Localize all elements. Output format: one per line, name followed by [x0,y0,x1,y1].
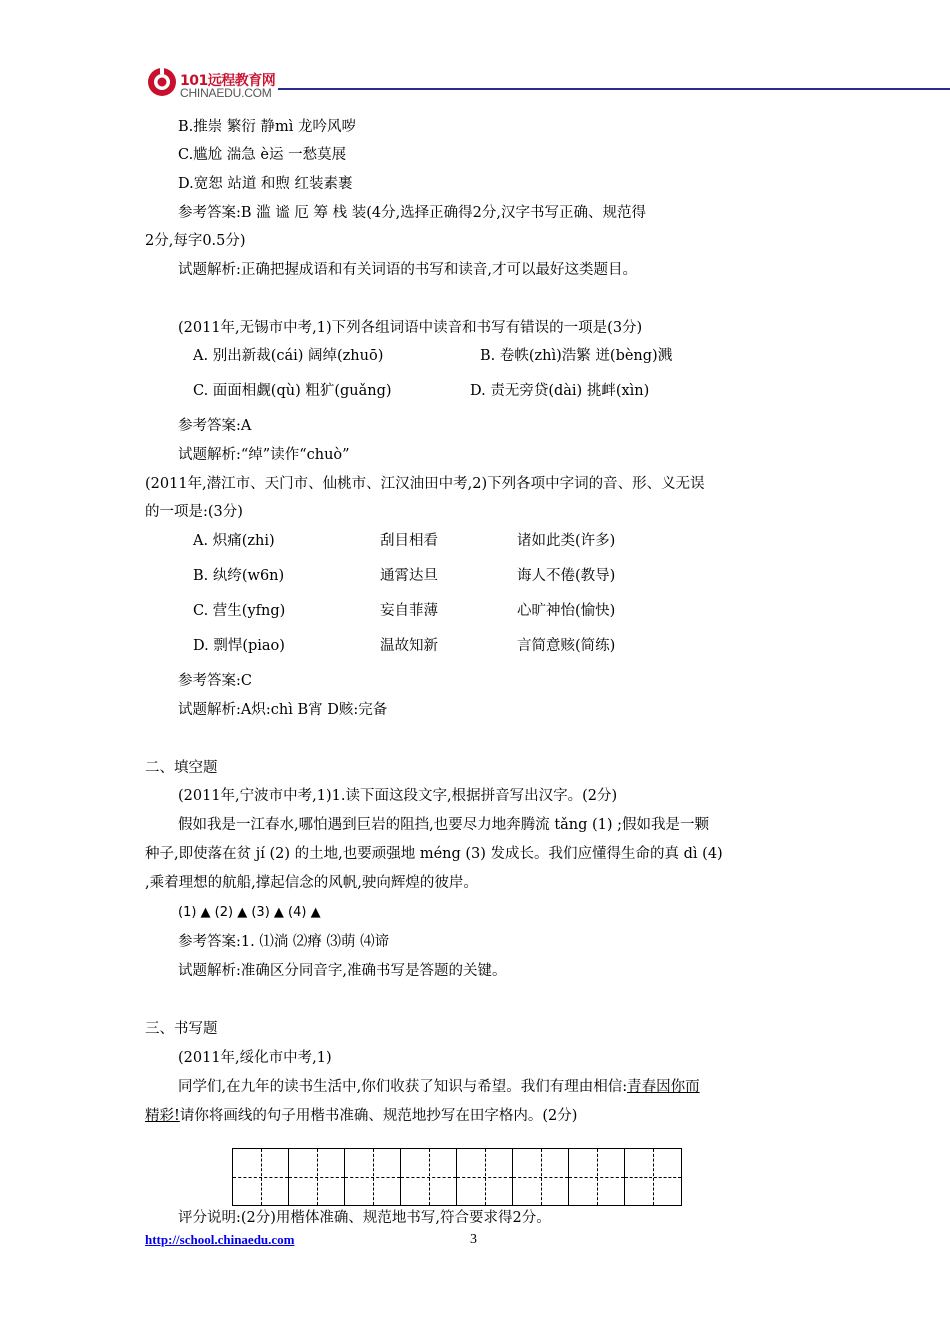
section2-blanks: (1) ▲ (2) ▲ (3) ▲ (4) ▲ [178,905,321,920]
grid-cell[interactable] [569,1149,625,1205]
section2-para-line2: 种子,即使落在贫 jí (2) 的土地,也要顽强地 méng (3) 发成长。我们应懂得生命的真 dì (4) [145,846,723,862]
q3-row-c-col2: 妄自菲薄 [380,603,438,619]
footer-site-link[interactable]: http://school.chinaedu.com [145,1232,295,1247]
q2-option-b: B. 卷帙(zhì)浩繁 迸(bèng)溅 [480,348,673,364]
q3-row-d-col2: 温故知新 [380,638,438,654]
q3-row-a-col2: 刮目相看 [380,533,438,549]
q2-option-d: D. 责无旁贷(dài) 挑衅(xìn) [470,383,650,399]
q1-option-b: B.推崇 繁衍 静mì 龙吟风哕 [178,119,356,135]
q3-row-b-col2: 通霄达旦 [380,568,438,584]
q3-row-b-col1: B. 纨绔(w6n) [193,568,285,584]
q3-row-b-col3: 诲人不倦(教导) [517,568,616,584]
section3-underlined-sentence-part1: 青春因你而 [627,1079,700,1095]
section3-title: 三、书写题 [145,1021,218,1037]
section3-scoring: 评分说明:(2分)用楷体准确、规范地书写,符合要求得2分。 [178,1210,551,1226]
section2-para-line1: 假如我是一江春水,哪怕遇到巨岩的阻挡,也要尽力地奔腾流 tǎng (1) ;假如我是一颗 [178,817,710,833]
q1-answer-line2: 2分,每字0.5分) [145,233,246,249]
section2-title: 二、填空题 [145,760,218,776]
q2-option-a: A. 别出新裁(cái) 阔绰(zhuō) [193,348,384,364]
brand-name-en: CHINAEDU.COM [180,86,272,100]
q2-analysis: 试题解析:“绰”读作“chuò” [178,447,350,463]
grid-cell[interactable] [513,1149,569,1205]
q1-answer-line1: 参考答案:B 滥 谧 厄 筹 栈 装(4分,选择正确得2分,汉字书写正确、规范得 [178,205,647,221]
q3-row-d-col1: D. 剽悍(piao) [193,638,285,654]
q2-answer: 参考答案:A [178,418,252,434]
section2-analysis: 试题解析:准确区分同音字,准确书写是答题的关键。 [178,963,507,979]
q2-stem: (2011年,无锡市中考,1)下列各组词语中读音和书写有错误的一项是(3分) [178,320,643,336]
q3-stem-line2: 的一项是:(3分) [145,504,243,520]
grid-cell[interactable] [625,1149,681,1205]
q1-analysis: 试题解析:正确把握成语和有关词语的书写和读音,才可以最好这类题目。 [178,262,637,278]
page-header [146,66,816,106]
q3-answer: 参考答案:C [178,673,252,689]
grid-cell[interactable] [233,1149,289,1205]
q1-option-c: C.尴尬 湍急 è运 一愁莫展 [178,147,347,163]
q3-row-a-col3: 诸如此类(许多) [517,533,616,549]
chinaedu-logo-icon [146,66,178,98]
header-divider [278,88,950,90]
grid-cell[interactable] [345,1149,401,1205]
section3-stem: (2011年,绥化市中考,1) [178,1050,332,1066]
section2-answer: 参考答案:1. ⑴淌 ⑵瘠 ⑶萌 ⑷谛 [178,934,390,950]
q2-option-c: C. 面面相觑(qù) 粗犷(guǎng) [193,383,392,399]
q1-option-d: D.宽恕 站道 和煦 红装素裹 [178,176,353,192]
q3-analysis: 试题解析:A炽:chì B宵 D赅:完备 [178,702,388,718]
q3-row-c-col1: C. 营生(yfng) [193,603,286,619]
section3-para-line2 [145,1106,577,1126]
q3-row-d-col3: 言简意赅(简练) [517,638,616,654]
section3-underlined-sentence-part2: 精彩! [145,1108,180,1124]
q3-row-a-col1: A. 炽痛(zhi) [193,533,275,549]
page-number: 3 [470,1232,477,1247]
grid-cell[interactable] [289,1149,345,1205]
tianzige-writing-grid[interactable] [232,1148,682,1206]
section3-para-line2-text: 请你将画线的句子用楷书准确、规范地抄写在田字格内。(2分) [179,1108,578,1124]
grid-cell[interactable] [457,1149,513,1205]
section3-para-line1-text: 同学们,在九年的读书生活中,你们收获了知识与希望。我们有理由相信: [178,1079,628,1095]
q3-row-c-col3: 心旷神怡(愉快) [517,603,616,619]
section3-para-line1 [178,1077,700,1097]
section2-para-line3: ,乘着理想的航船,撑起信念的风帆,驶向辉煌的彼岸。 [145,875,478,891]
grid-cell[interactable] [401,1149,457,1205]
q3-stem-line1: (2011年,潜江市、天门市、仙桃市、江汉油田中考,2)下列各项中字词的音、形、义无误 [145,476,705,492]
brand-name-cn: 101远程教育网 [180,73,276,89]
section2-stem: (2011年,宁波市中考,1)1.读下面这段文字,根据拼音写出汉字。(2分) [178,788,618,804]
